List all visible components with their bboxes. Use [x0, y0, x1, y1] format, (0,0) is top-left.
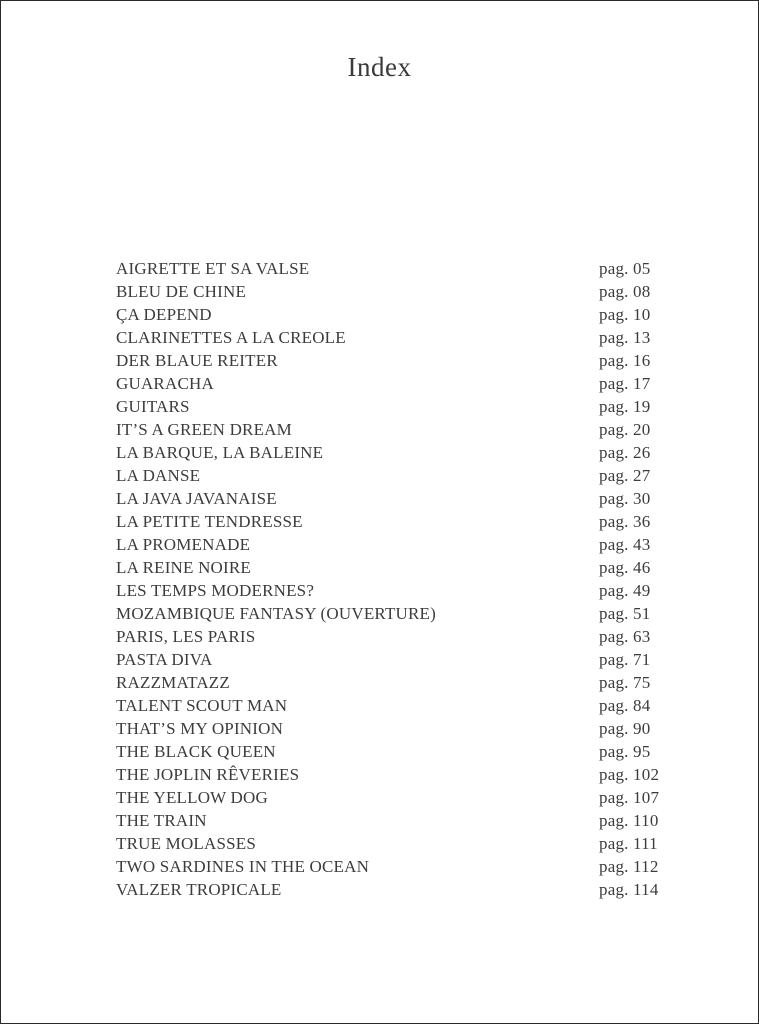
index-entry: [116, 786, 671, 809]
index-entry: [116, 303, 671, 326]
index-entry: [116, 625, 671, 648]
entry-page-number: pag. 36: [599, 512, 651, 531]
entry-title: THE JOPLIN RÊVERIES: [116, 765, 300, 784]
entry-title: GUARACHA: [116, 374, 214, 393]
index-entry: [116, 832, 671, 855]
index-entry: [116, 280, 671, 303]
index-entry: [116, 441, 671, 464]
entry-page-number: pag. 46: [599, 558, 651, 577]
entry-title: VALZER TROPICALE: [116, 880, 282, 899]
index-entry: [116, 533, 671, 556]
entry-title: DER BLAUE REITER: [116, 351, 278, 370]
index-entry: [116, 694, 671, 717]
entry-title: LA JAVA JAVANAISE: [116, 489, 277, 508]
entry-title: LA PETITE TENDRESSE: [116, 512, 303, 531]
index-entry: [116, 579, 671, 602]
index-entry: [116, 556, 671, 579]
index-entry: [116, 855, 671, 878]
entry-page-number: pag. 95: [599, 742, 651, 761]
entry-page-number: pag. 51: [599, 604, 651, 623]
entry-page-number: pag. 110: [599, 811, 659, 830]
index-entry: [116, 717, 671, 740]
entry-title: CLARINETTES A LA CREOLE: [116, 328, 346, 347]
entry-page-number: pag. 102: [599, 765, 660, 784]
index-entry: [116, 487, 671, 510]
entry-page-number: pag. 20: [599, 420, 651, 439]
entry-title: THE YELLOW DOG: [116, 788, 268, 807]
entry-title: PARIS, LES PARIS: [116, 627, 256, 646]
entry-page-number: pag. 27: [599, 466, 651, 485]
entry-page-number: pag. 49: [599, 581, 651, 600]
entry-title: THE TRAIN: [116, 811, 207, 830]
entry-page-number: pag. 71: [599, 650, 651, 669]
index-entry: [116, 878, 671, 901]
entry-title: MOZAMBIQUE FANTASY (OUVERTURE): [116, 604, 436, 623]
entry-title: TRUE MOLASSES: [116, 834, 257, 853]
entry-title: GUITARS: [116, 397, 190, 416]
index-entry: [116, 372, 671, 395]
index-entry: [116, 763, 671, 786]
index-entry: [116, 510, 671, 533]
entry-page-number: pag. 63: [599, 627, 651, 646]
entry-title: THE BLACK QUEEN: [116, 742, 276, 761]
entry-page-number: pag. 90: [599, 719, 651, 738]
index-entry: [116, 257, 671, 280]
entry-title: LA PROMENADE: [116, 535, 251, 554]
entry-title: LES TEMPS MODERNES?: [116, 581, 315, 600]
entry-page-number: pag. 17: [599, 374, 651, 393]
index-entry: [116, 349, 671, 372]
entry-page-number: pag. 112: [599, 857, 659, 876]
entry-page-number: pag. 75: [599, 673, 651, 692]
entry-title: THAT’S MY OPINION: [116, 719, 284, 738]
entry-page-number: pag. 05: [599, 259, 651, 278]
entry-page-number: pag. 19: [599, 397, 651, 416]
index-entry: [116, 671, 671, 694]
entry-page-number: pag. 84: [599, 696, 651, 715]
entry-title: LA REINE NOIRE: [116, 558, 252, 577]
index-entry: [116, 740, 671, 763]
index-entry: [116, 326, 671, 349]
page-title: Index: [347, 52, 412, 82]
index-entry: [116, 602, 671, 625]
entry-title: TWO SARDINES IN THE OCEAN: [116, 857, 370, 876]
entry-page-number: pag. 13: [599, 328, 651, 347]
entry-title: AIGRETTE ET SA VALSE: [116, 259, 310, 278]
entry-page-number: pag. 26: [599, 443, 651, 462]
entry-page-number: pag. 08: [599, 282, 651, 301]
entry-title: TALENT SCOUT MAN: [116, 696, 288, 715]
entry-page-number: pag. 30: [599, 489, 651, 508]
index-list: [116, 257, 671, 901]
entry-title: IT’S A GREEN DREAM: [116, 420, 292, 439]
index-entry: [116, 418, 671, 441]
entry-page-number: pag. 16: [599, 351, 651, 370]
entry-title: PASTA DIVA: [116, 650, 213, 669]
entry-page-number: pag. 107: [599, 788, 660, 807]
entry-title: ÇA DEPEND: [116, 305, 212, 324]
entry-page-number: pag. 111: [599, 834, 658, 853]
entry-title: LA BARQUE, LA BALEINE: [116, 443, 324, 462]
entry-page-number: pag. 10: [599, 305, 651, 324]
index-entry: [116, 464, 671, 487]
index-entry: [116, 395, 671, 418]
index-entry: [116, 809, 671, 832]
entry-title: RAZZMATAZZ: [116, 673, 230, 692]
entry-page-number: pag. 43: [599, 535, 651, 554]
entry-page-number: pag. 114: [599, 880, 659, 899]
entry-title: LA DANSE: [116, 466, 201, 485]
index-entry: [116, 648, 671, 671]
entry-title: BLEU DE CHINE: [116, 282, 247, 301]
